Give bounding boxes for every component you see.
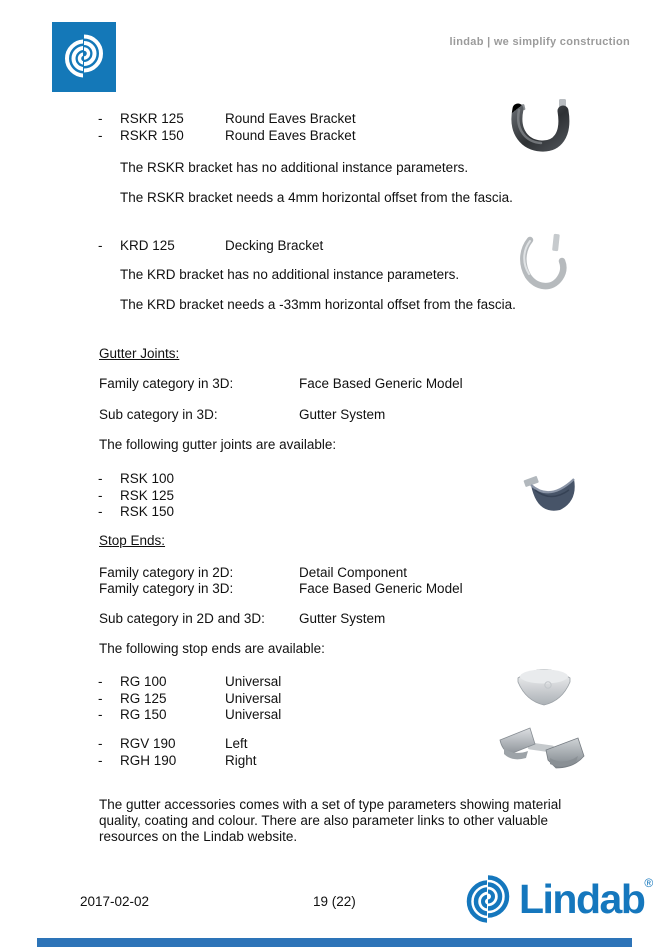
param-value: Gutter System — [299, 407, 386, 422]
lindab-logo-mark-icon — [459, 870, 517, 928]
rsk-gutter-joint-image — [519, 468, 581, 523]
product-desc: Decking Bracket — [225, 238, 324, 253]
param-value: Face Based Generic Model — [299, 581, 463, 596]
product-desc: Right — [225, 752, 257, 768]
product-desc: Universal — [225, 690, 282, 706]
rskr-paragraph-2: The RSKR bracket needs a 4mm horizontal offset from the fascia. — [120, 190, 513, 205]
product-code: KRD 125 — [120, 238, 175, 253]
product-desc: Round Eaves Bracket — [225, 111, 356, 126]
product-code: RG 150 — [120, 707, 167, 722]
product-desc: Universal — [225, 674, 282, 689]
footer-page-number: 19 (22) — [313, 894, 356, 909]
list-dash: - — [98, 690, 103, 706]
product-desc: Universal — [225, 707, 282, 722]
lindab-logo-icon — [52, 22, 116, 92]
header-tagline: lindab | we simplify construction — [449, 36, 630, 48]
product-code: RGH 190 — [120, 752, 177, 768]
lindab-header-logo — [52, 22, 116, 92]
gutter-joints-heading: Gutter Joints: — [99, 346, 180, 361]
product-code: RSK 125 — [120, 487, 175, 503]
product-code: RG 100 — [120, 674, 167, 689]
param-row — [0, 581, 669, 598]
krd-bracket-image — [517, 233, 567, 302]
list-dash: - — [98, 504, 103, 519]
param-label: Family category in 3D: — [99, 376, 234, 391]
footer-accent-bar — [37, 938, 632, 947]
param-row — [0, 376, 669, 393]
param-row — [0, 611, 669, 628]
lindab-footer-logo — [459, 870, 653, 928]
list-dash: - — [98, 127, 103, 143]
stop-ends-intro: The following stop ends are available: — [99, 641, 325, 656]
rg-stop-end-image — [514, 663, 574, 716]
product-code: RSKR 150 — [120, 127, 184, 143]
list-dash: - — [98, 707, 103, 722]
footer-brand-wordmark: Lindab — [519, 876, 645, 922]
list-dash: - — [98, 736, 103, 751]
param-label: Sub category in 3D: — [99, 407, 218, 422]
krd-paragraph-1: The KRD bracket has no additional instance parameters. — [120, 267, 460, 282]
list-dash: - — [98, 487, 103, 503]
stop-ends-heading: Stop Ends: — [99, 533, 166, 548]
product-desc: Round Eaves Bracket — [225, 127, 356, 143]
list-dash: - — [98, 111, 103, 126]
param-value: Gutter System — [299, 611, 386, 626]
product-desc: Left — [225, 736, 248, 751]
closing-paragraph: The gutter accessories comes with a set of type parameters showing material quality, coating and colour. There are also parameter links to other valuable resources on the Lindab website. — [99, 797, 562, 845]
param-label: Sub category in 2D and 3D: — [99, 611, 265, 626]
param-value: Face Based Generic Model — [299, 376, 463, 391]
product-code: RSK 100 — [120, 471, 175, 486]
list-dash: - — [98, 471, 103, 486]
product-code: RSKR 125 — [120, 111, 184, 126]
rskr-bracket-image — [510, 98, 572, 159]
param-label: Family category in 2D: — [99, 565, 234, 580]
product-code: RSK 150 — [120, 504, 175, 519]
gutter-joints-intro: The following gutter joints are available: — [99, 437, 337, 452]
param-value: Detail Component — [299, 565, 408, 580]
list-item — [0, 238, 669, 255]
registered-trademark-symbol: ® — [644, 876, 654, 890]
krd-paragraph-2: The KRD bracket needs a -33mm horizontal offset from the fascia. — [120, 297, 516, 312]
list-dash: - — [98, 674, 103, 689]
footer-date: 2017-02-02 — [80, 894, 150, 909]
rskr-paragraph-1: The RSKR bracket has no additional instance parameters. — [120, 160, 469, 175]
product-code: RGV 190 — [120, 736, 176, 751]
list-dash: - — [98, 238, 103, 253]
param-row — [0, 565, 669, 582]
product-code: RG 125 — [120, 690, 167, 706]
param-row — [0, 407, 669, 424]
list-dash: - — [98, 752, 103, 768]
rgv-rgh-stop-ends-image — [498, 720, 586, 783]
param-label: Family category in 3D: — [99, 581, 234, 596]
